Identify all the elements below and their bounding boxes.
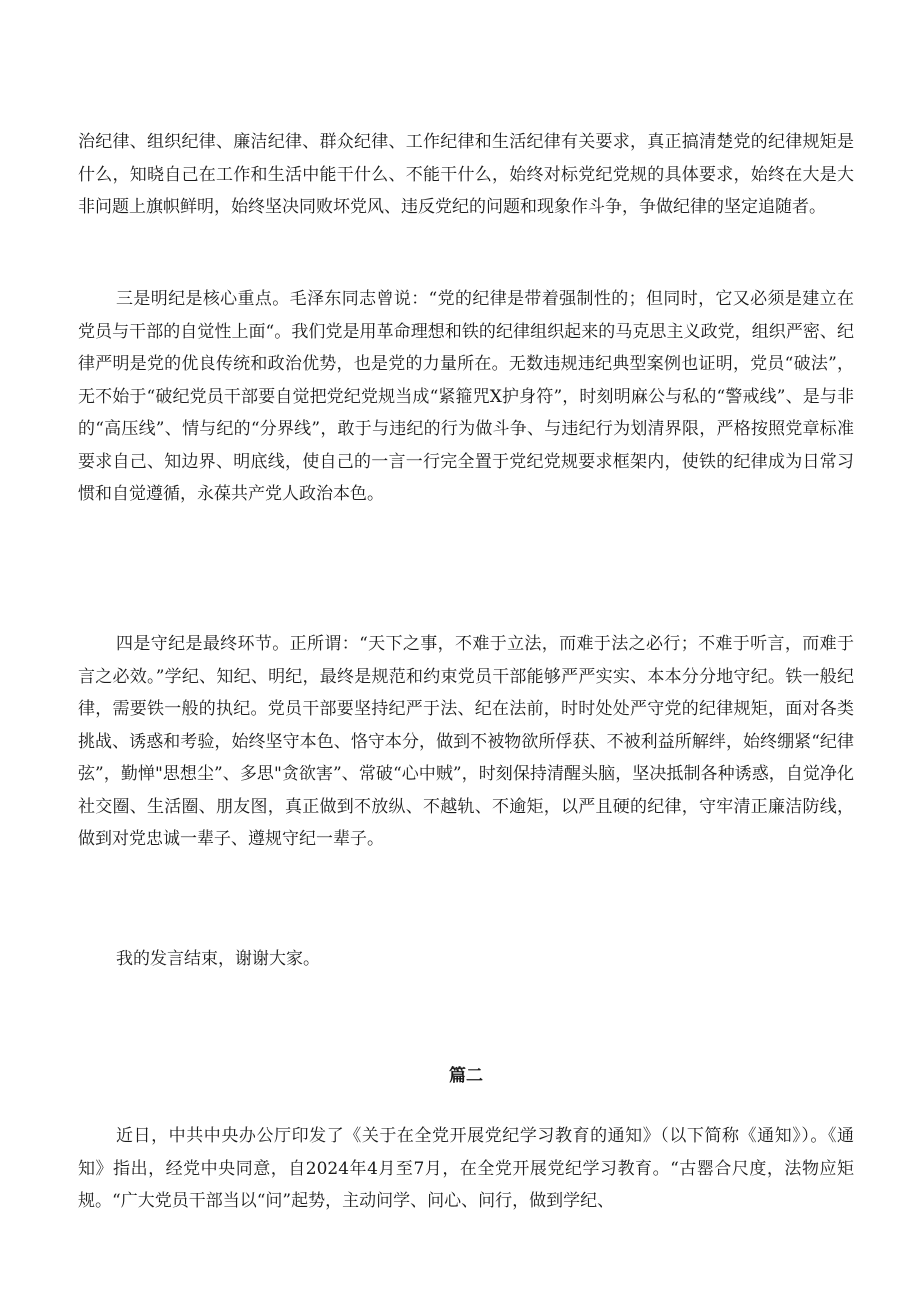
paragraph-2: 三是明纪是核心重点。毛泽东同志曾说：“党的纪律是带着强制性的；但同时，它又必须是建立在党员与干部的自觉性上面“。我们党是用革命理想和铁的纪律组织起来的马克思主义政党，组织严密、纪律严明是党的优良传统和政治优势，也是党的力量所在。无数违规违纪典型案例也证明，党员“破法”，无不始于“破纪党员干部要自觉把党纪党规当成“紧箍咒X护身符”，时刻明麻公与私的“警戒线”、是与非的“高压线”、情与纪的“分界线”，敢于与违纪的行为做斗争、与违纪行为划清界限，严格按照党章标准要求自己、知边界、明底线，使自己的一言一行完全置于党纪党规要求框架内，使铁的纪律成为日常习惯和自觉遵循，永葆共产党人政治本色。	[78, 289, 854, 504]
paragraph-4: 我的发言结束，谢谢大家。	[116, 949, 320, 969]
section-paragraph: 近日，中共中央办公厅印发了《关于在全党开展党纪学习教育的通知》（以下简称《通知》）。《通知》指出，经党中央同意，自2024年4月至7月，在全党开展党纪学习教育。“古罂合尺度，法物应矩规。“广大党员干部当以“问”起势，主动问学、问心、问行，做到学纪、	[78, 1126, 854, 1211]
paragraph-3: 四是守纪是最终环节。正所谓：“天下之事，不难于立法，而难于法之必行；不难于听言，而难于言之必效。”学纪、知纪、明纪，最终是规范和约束党员干部能够严严实实、本本分分地守纪。铁一般纪律，需要铁一般的执纪。党员干部要坚持纪严于法、纪在法前，时时处处严守党的纪律规矩，面对各类挑战、诱惑和考验，始终坚守本色、恪守本分，做到不被物欲所俘获、不被利益所解绊，始终绷紧“纪律弦”，勤惮"思想尘”、多思"贪欲害”、常破“心中贼”，时刻保持清醒头脑，坚决抵制各种诱惑，自觉净化社交圈、生活圈、朋友图，真正做到不放纵、不越轨、不逾矩，以严且硬的纪律，守牢清正廉洁防线，做到对党忠诚一辈子、遵规守纪一辈子。	[78, 634, 854, 849]
paragraph-1: 治纪律、组织纪律、廉洁纪律、群众纪律、工作纪律和生活纪律有关要求，真正搞清楚党的纪律规矩是什么，知晓自己在工作和生活中能干什么、不能干什么，始终对标党纪党规的具体要求，始终在大是大非问题上旗帜鲜明，始终坚决同败坏党风、违反党纪的问题和现象作斗争，争做纪律的坚定追随者。	[78, 132, 854, 217]
section-heading: 篇二	[449, 1066, 483, 1086]
